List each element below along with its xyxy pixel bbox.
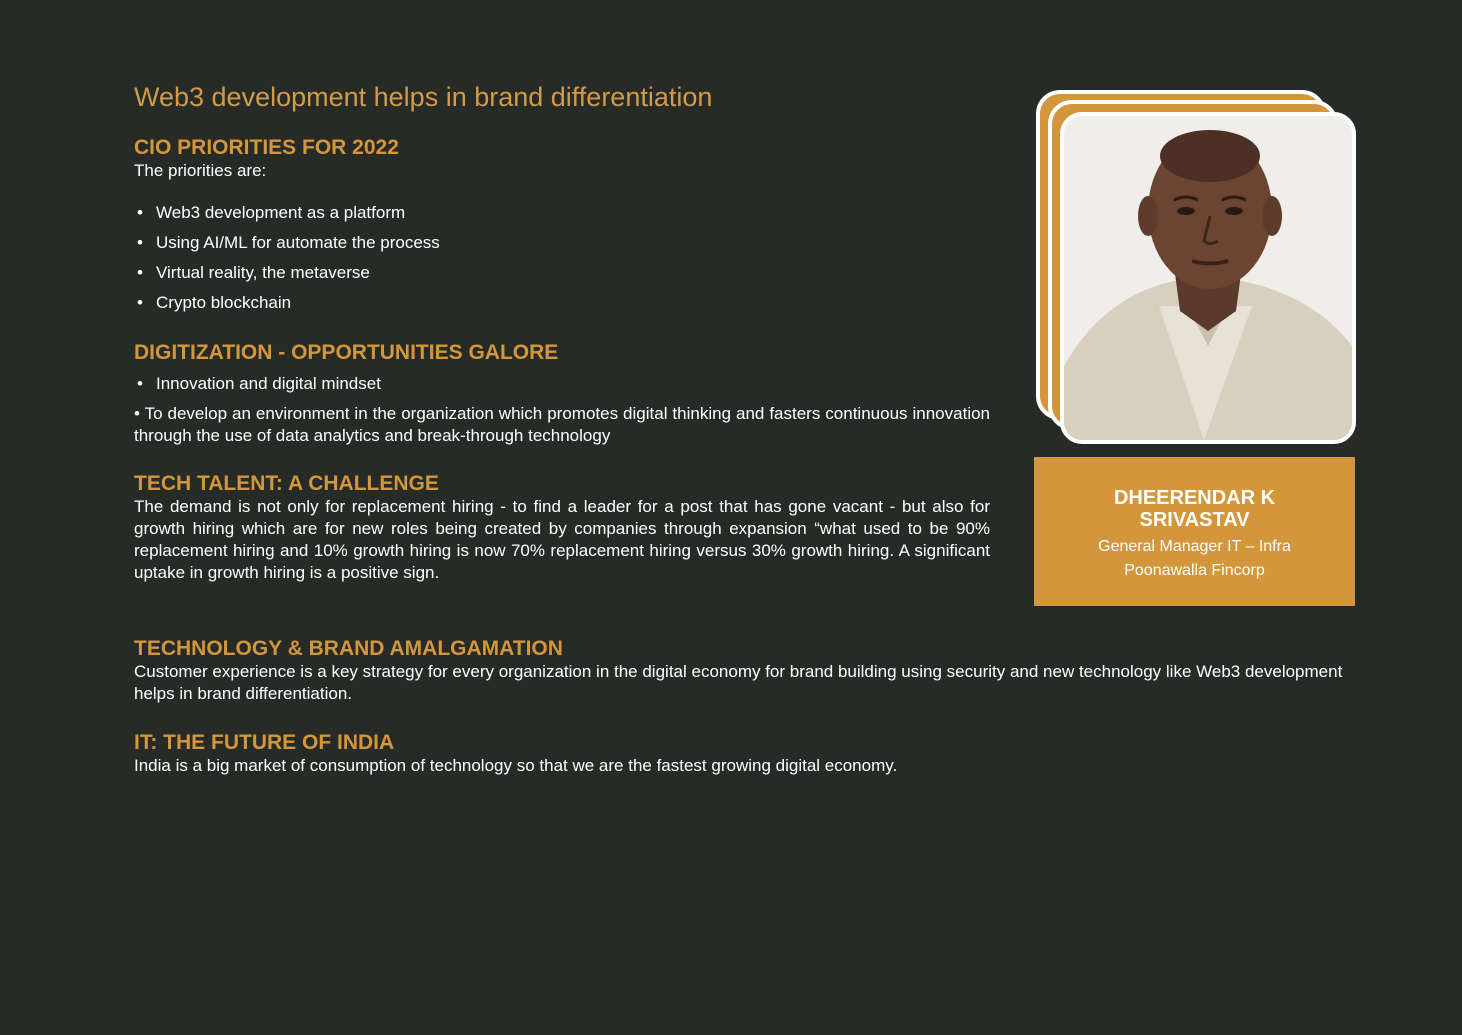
portrait-illustration — [1064, 116, 1352, 440]
profile-photo-frame — [1034, 88, 1364, 448]
section-cio-priorities — [134, 136, 994, 314]
list-item — [134, 202, 994, 224]
profile-name — [1034, 487, 1355, 531]
section-india — [134, 731, 1384, 777]
list-item — [134, 292, 994, 314]
cio-priority-list — [134, 202, 994, 314]
digitization-paragraph: • To develop an environment in the organization which promotes digital thinking and fasters continuous innovation through the use of data analytics and break-through technology — [134, 404, 990, 445]
amalgamation-paragraph: Customer experience is a key strategy for every organization in the digital economy for brand building using security and new technology like Web3 development helps in brand differentiation. — [134, 662, 1343, 703]
bullet-icon: • — [137, 293, 143, 312]
digitization-list — [134, 373, 990, 395]
profile-title: General Manager IT – Infra — [1098, 538, 1291, 555]
section-heading-cio: CIO PRIORITIES FOR 2022 — [134, 136, 399, 159]
section-heading-tech-talent: TECH TALENT: A CHALLENGE — [134, 472, 439, 495]
profile-company: Poonawalla Fincorp — [1124, 562, 1265, 579]
bullet-icon: • — [137, 263, 143, 282]
section-heading-amalgamation: TECHNOLOGY & BRAND AMALGAMATION — [134, 637, 563, 660]
india-paragraph: India is a big market of consumption of technology so that we are the fastest growing digital economy. — [134, 756, 898, 775]
section-amalgamation — [134, 637, 1384, 705]
list-item-text: Innovation and digital mindset — [156, 374, 381, 393]
profile-name-line1: DHEERENDAR K — [1113, 487, 1276, 509]
list-item-text: Crypto blockchain — [156, 293, 292, 312]
section-tech-talent — [134, 472, 990, 584]
profile-name-line2: SRIVASTAV — [1139, 509, 1250, 531]
profile-photo — [1060, 112, 1356, 444]
tech-talent-paragraph: The demand is not only for replacement hiring - to find a leader for a post that has gone vacant - but also for growth hiring which are for new roles being created by companies through expansion “what used to be 90% replacement hiring and 10% growth hiring is now 70% replacement hiring versus 30% growth hiring. A significant uptake in growth hiring is a positive sign. — [134, 497, 990, 582]
list-item — [134, 373, 990, 395]
section-heading-india: IT: THE FUTURE OF INDIA — [134, 731, 395, 754]
page-title: Web3 development helps in brand differentiation — [134, 82, 713, 112]
list-item-text: Web3 development as a platform — [156, 203, 406, 222]
list-item-text: Virtual reality, the metaverse — [156, 263, 370, 282]
profile-role — [1034, 535, 1355, 583]
list-item — [134, 262, 994, 284]
section-heading-digitization: DIGITIZATION - OPPORTUNITIES GALORE — [134, 341, 559, 364]
cio-intro: The priorities are: — [134, 161, 267, 180]
list-item — [134, 232, 994, 254]
section-digitization — [134, 341, 990, 447]
profile-name-card — [1034, 457, 1355, 606]
bullet-icon: • — [137, 233, 143, 252]
list-item-text: Using AI/ML for automate the process — [156, 233, 440, 252]
bullet-icon: • — [137, 203, 143, 222]
bullet-icon: • — [137, 374, 143, 393]
